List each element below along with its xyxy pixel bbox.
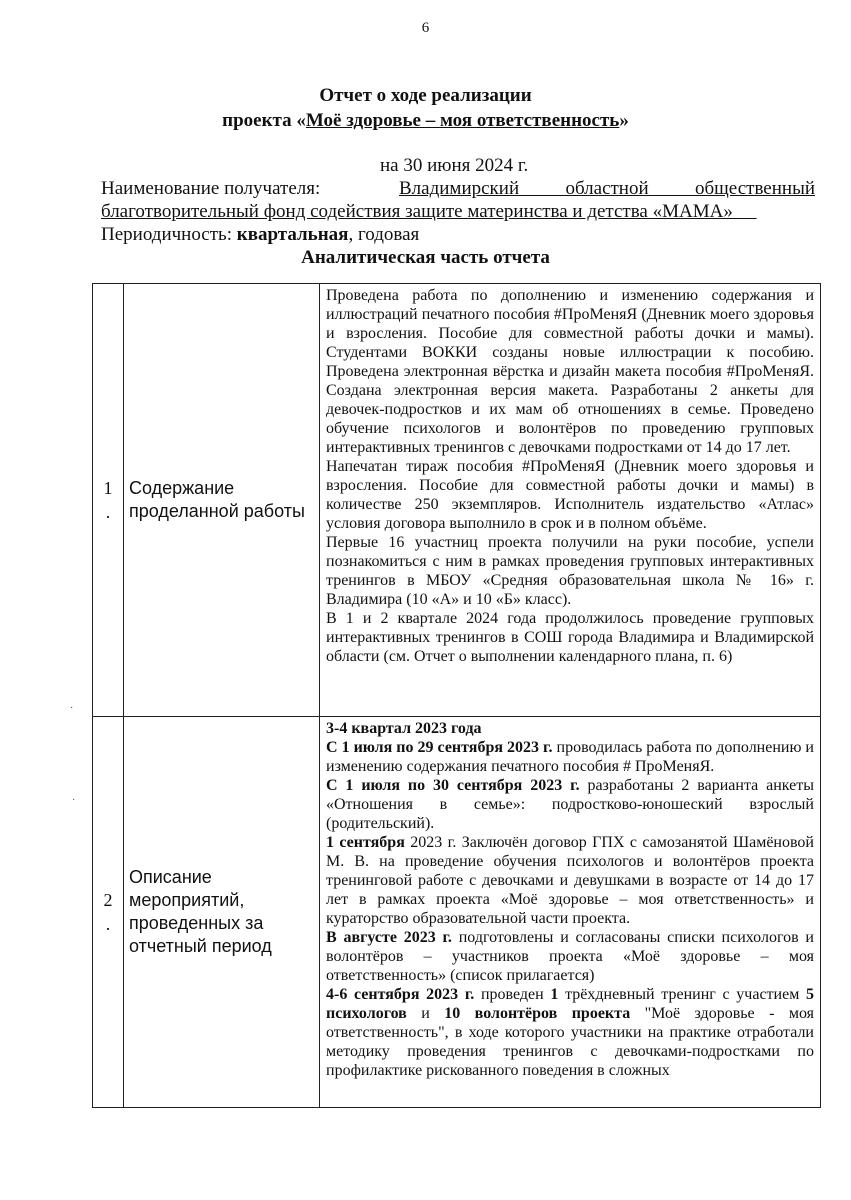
paragraph: В 1 и 2 квартале 2024 года продолжилось проведение групповых интерактивных тренингов в СОШ города Владимира и Владимирской области (см. Отчет о выполнении календарного плана, п. 6) — [326, 610, 814, 665]
periodicity-label: Периодичность: — [101, 224, 237, 245]
paragraph-text: "Моё здоровье - моя ответственность", в ходе которого участники на практике отработали методику проведения тренингов с девочками-подростками по профилактике рискованного поведения в сложных — [326, 1005, 815, 1079]
report-date: на 30 июня 2024 г. — [380, 155, 529, 176]
recipient-line — [101, 178, 815, 200]
section-heading: Аналитическая часть отчета — [301, 247, 550, 268]
paragraph: Напечатан тираж пособия #ПроМеняЯ (Дневник моего здоровья и взросления. Пособие для совместной работы дочки и мамы) в количестве 250 экземпляров. Исполнитель издательство «Атлас» условия договора выполнило в срок и в полном объёме. — [326, 458, 814, 532]
recipient-value: Владимирский областной общественный — [399, 178, 815, 199]
report-title: Отчет о ходе реализации — [319, 85, 532, 106]
paragraph-text: трёхдневный тренинг с участием — [558, 986, 807, 1003]
row-number: 1 . — [93, 284, 124, 717]
report-table — [92, 283, 821, 1108]
paragraph-text: подготовлены и согласованы списки психологов и волонтёров – участников проекта «Моё здоровье – моя ответственность» (список прилагается) — [326, 929, 814, 984]
paragraph — [326, 985, 814, 1080]
paragraph — [326, 738, 814, 776]
date-span: 1 сентября — [326, 834, 405, 851]
paragraph — [326, 719, 814, 738]
row-number: 2 . — [93, 717, 124, 1108]
bold-count: 5 психологов — [326, 986, 815, 1022]
scan-speck: · — [72, 795, 76, 806]
report-subtitle — [0, 108, 851, 133]
project-name: Моё здоровье – моя ответственность — [305, 110, 620, 131]
row-content — [320, 717, 821, 1108]
date-span: С 1 июля по 29 сентября 2023 г. — [326, 739, 553, 756]
paragraph — [326, 928, 814, 985]
recipient-label: Наименование получателя: — [101, 178, 321, 199]
scan-speck: · — [70, 703, 74, 714]
page-number: 6 — [421, 20, 430, 36]
row-label: Описание мероприятий, проведенных за отчетный период — [124, 717, 320, 1108]
date-span: В августе 2023 г. — [326, 929, 452, 946]
recipient-value-line2: благотворительный фонд содействия защите материнства и детства «МАМА» — [101, 201, 733, 222]
table-row — [93, 284, 821, 717]
bold-count: 10 волонтёров проекта — [444, 1005, 631, 1022]
bold-count: 1 — [550, 986, 559, 1003]
row-content — [320, 284, 821, 717]
paragraph — [326, 833, 814, 928]
row-label: Содержание проделанной работы — [124, 284, 320, 717]
paragraph-text: 2023 г. Заключён договор ГПХ с самозанятой Шамёновой М. В. на проведение обучения психологов и волонтёров проекта тренинговой работе с девочками и девушками в возрасте от 14 до 17 лет в рамках проекта «Моё здоровье – моя ответственность» и кураторство образовательной части проекта. — [326, 834, 814, 927]
paragraph-text: проведен — [474, 986, 551, 1003]
date-span: 4-6 сентября 2023 г. — [326, 986, 475, 1003]
table-row — [93, 717, 821, 1108]
periodicity-line — [101, 224, 419, 246]
paragraph-text: и — [406, 1005, 445, 1022]
paragraph — [326, 776, 814, 833]
periodicity-rest: , годовая — [348, 224, 420, 245]
paragraph: Первые 16 участниц проекта получили на руки пособие, успели познакомиться с ним в рамках проведения групповых интерактивных тренингов в МБОУ «Средняя образовательная школа № 16» г. Владимира (10 «А» и 10 «Б» класс). — [326, 534, 814, 608]
subtitle-prefix: проекта « — [222, 110, 306, 131]
period-heading: 3-4 квартал 2023 года — [326, 720, 482, 737]
subtitle-suffix: » — [619, 110, 629, 131]
periodicity-selected: квартальная — [236, 224, 349, 245]
paragraph-text: разработаны 2 варианта анкеты «Отношения в семье»: подростково-юношеский взрослый (родительский). — [326, 777, 815, 832]
paragraph: Проведена работа по дополнению и изменению содержания и иллюстраций печатного пособия #ПроМеняЯ (Дневник моего здоровья и взросления. Пособие для совместной работы дочки и мамы). Студентами ВОККИ созданы новые иллюстрации к пособию. Проведена электронная вёрстка и дизайн макета пособия #ПроМеняЯ. Создана электронная версия макета. Разработаны 2 анкеты для девочек-подростков и их мам об отношениях в семье. Проведено обучение психологов и волонтёров по проведению групповых интерактивных тренингов с девочками подростками от 14 до 17 лет. — [326, 287, 814, 456]
date-span: С 1 июля по 30 сентября 2023 г. — [326, 777, 580, 794]
paragraph-text: проводилась работа по дополнению и изменению содержания печатного пособия # ПроМеняЯ. — [326, 739, 814, 775]
recipient-value-cont — [101, 201, 757, 223]
